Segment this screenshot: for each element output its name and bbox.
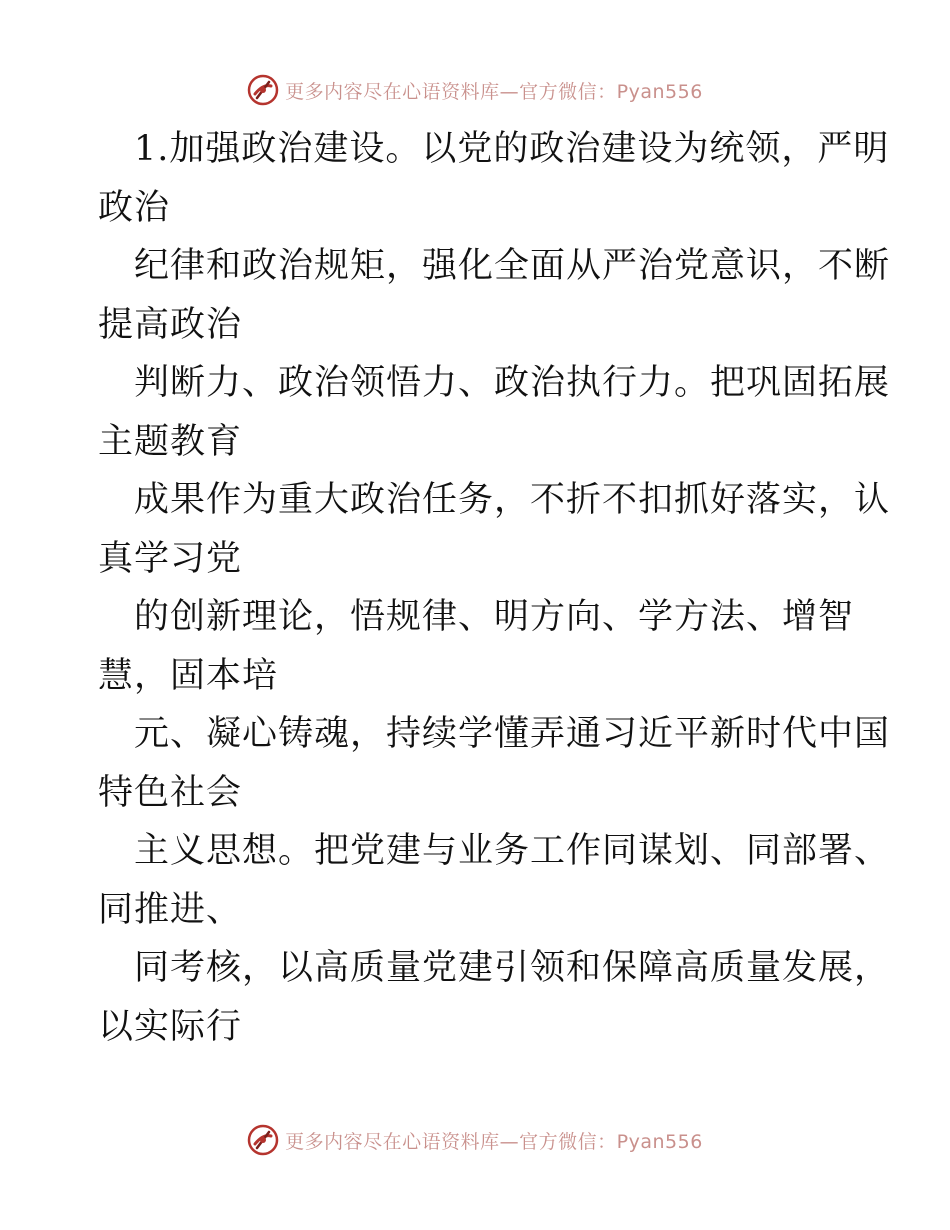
body-line: 慧，固本培 xyxy=(98,655,279,696)
body-line: 的创新理论，悟规律、明方向、学方法、增智 xyxy=(134,597,855,637)
body-line: 真学习党 xyxy=(98,538,243,579)
body-line: 同推进、 xyxy=(98,889,243,930)
body-line: 特色社会 xyxy=(98,772,243,813)
body-line: 纪律和政治规矩，强化全面从严治党意识，不断 xyxy=(134,246,891,286)
header-watermark xyxy=(0,70,950,110)
body-line: 1.加强政治建设。以党的政治建设为统领，严明 xyxy=(134,129,890,169)
body-line: 判断力、政治领悟力、政治执行力。把巩固拓展 xyxy=(134,363,891,403)
body-line: 以实际行 xyxy=(98,1006,243,1047)
watermark-text: 更多内容尽在心语资料库—官方微信：Pyan556 xyxy=(285,1130,703,1153)
body-line: 主义思想。把党建与业务工作同谋划、同部署、 xyxy=(134,831,891,871)
footer-watermark xyxy=(0,1120,950,1160)
body-line: 政治 xyxy=(98,187,171,228)
book-pen-logo-icon xyxy=(247,74,279,106)
body-line: 同考核，以高质量党建引领和保障高质量发展， xyxy=(134,948,891,988)
body-line: 主题教育 xyxy=(98,421,243,462)
watermark-text: 更多内容尽在心语资料库—官方微信：Pyan556 xyxy=(285,80,703,103)
body-line: 成果作为重大政治任务，不折不扣抓好落实，认 xyxy=(134,480,891,520)
document-body xyxy=(98,120,891,1056)
body-line: 提高政治 xyxy=(98,304,243,345)
body-line: 元、凝心铸魂，持续学懂弄通习近平新时代中国 xyxy=(134,714,891,754)
book-pen-logo-icon xyxy=(247,1124,279,1156)
